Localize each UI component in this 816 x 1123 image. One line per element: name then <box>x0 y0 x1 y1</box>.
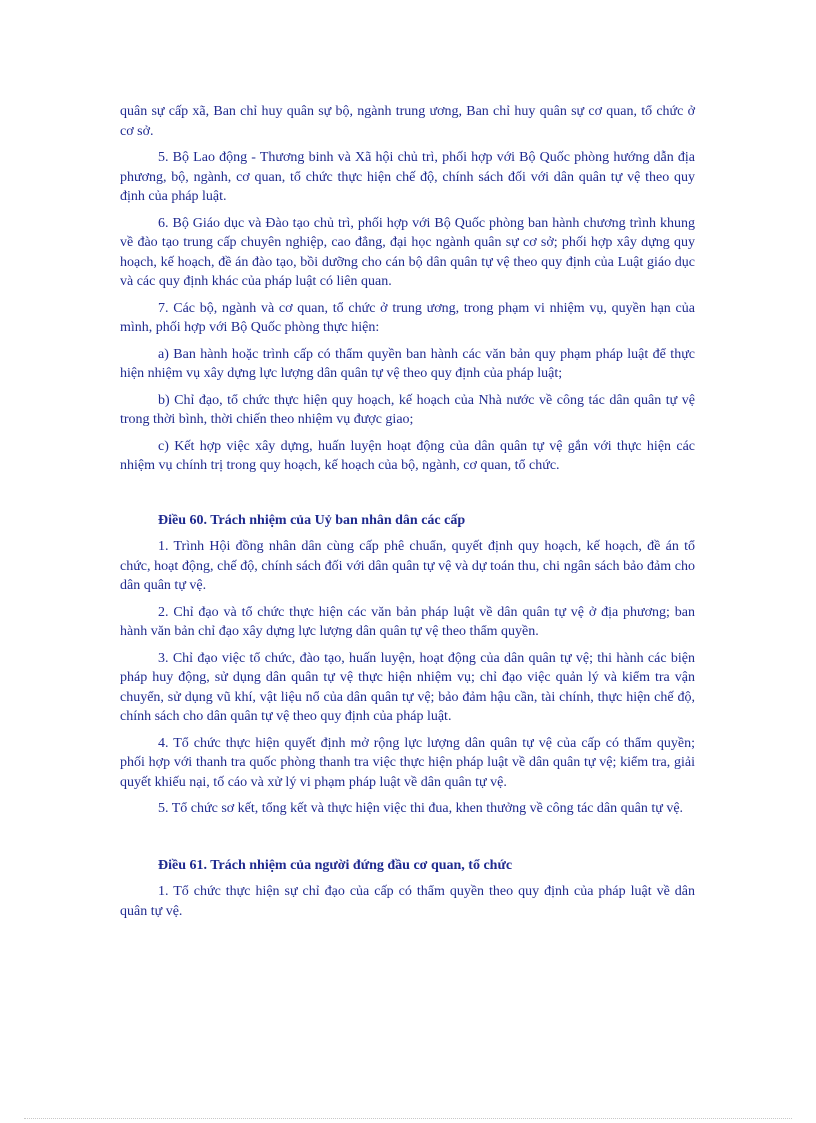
article-60-item-2: 2. Chỉ đạo và tổ chức thực hiện các văn bản pháp luật về dân quân tự vệ ở địa phương; ban hành văn bản chỉ đạo xây dựng lực lượng dân quân tự vệ theo thẩm quyền. <box>120 604 695 639</box>
paragraph-item-6: 6. Bộ Giáo dục và Đào tạo chủ trì, phối hợp với Bộ Quốc phòng ban hành chương trình khung về đào tạo trung cấp chuyên nghiệp, cao đẳng, đại học ngành quân sự cơ sở; phối hợp xây dựng quy hoạch, kế hoạch, đề án đào tạo, bồi dưỡng cho cán bộ dân quân tự vệ theo quy định của Luật giáo dục và các quy định khác của pháp luật có liên quan. <box>120 215 695 289</box>
paragraph-item-7: 7. Các bộ, ngành và cơ quan, tổ chức ở trung ương, trong phạm vi nhiệm vụ, quyền hạn của mình, phối hợp với Bộ Quốc phòng thực hiện: <box>120 300 695 335</box>
paragraph-subitem-b: b) Chỉ đạo, tổ chức thực hiện quy hoạch, kế hoạch của Nhà nước về công tác dân quân tự vệ trong thời bình, thời chiến theo nhiệm vụ được giao; <box>120 392 695 427</box>
section-spacer <box>120 483 695 511</box>
article-60-item-1: 1. Trình Hội đồng nhân dân cùng cấp phê chuẩn, quyết định quy hoạch, kế hoạch, đề án tổ chức, hoạt động, chế độ, chính sách đối với dân quân tự vệ và dự toán thu, chi ngân sách bảo đảm cho dân quân tự vệ. <box>120 539 695 593</box>
article-61-heading: Điều 61. Trách nhiệm của người đứng đầu cơ quan, tổ chức <box>158 857 513 873</box>
paragraph-subitem-a: a) Ban hành hoặc trình cấp có thẩm quyền ban hành các văn bản quy phạm pháp luật để thực hiện nhiệm vụ xây dựng lực lượng dân quân tự vệ theo quy định của pháp luật; <box>120 346 695 381</box>
article-60-item-5: 5. Tổ chức sơ kết, tổng kết và thực hiện việc thi đua, khen thưởng về công tác dân quân tự vệ. <box>158 801 684 816</box>
paragraph-continuation: quân sự cấp xã, Ban chỉ huy quân sự bộ, ngành trung ương, Ban chỉ huy quân sự cơ quan, tổ chức ở cơ sở. <box>120 104 695 139</box>
page-bottom-divider <box>24 1118 792 1119</box>
section-spacer <box>120 826 695 856</box>
article-61-item-1: 1. Tổ chức thực hiện sự chỉ đạo của cấp có thẩm quyền theo quy định của pháp luật về dân quân tự vệ. <box>120 884 695 919</box>
article-60-heading: Điều 60. Trách nhiệm của Uỷ ban nhân dân các cấp <box>158 512 466 528</box>
article-60-item-4: 4. Tổ chức thực hiện quyết định mở rộng lực lượng dân quân tự vệ của cấp có thẩm quyền; phối hợp với thanh tra quốc phòng thanh tra việc thực hiện pháp luật về dân quân tự vệ; kiểm tra, giải quyết khiếu nại, tố cáo và xử lý vi phạm pháp luật về dân quân tự vệ. <box>120 735 695 790</box>
article-60-item-3: 3. Chỉ đạo việc tổ chức, đào tạo, huấn luyện, hoạt động của dân quân tự vệ; thi hành các biện pháp huy động, sử dụng dân quân tự vệ thực hiện nhiệm vụ; chỉ đạo việc quản lý và kiểm tra vận chuyển, sử dụng vũ khí, vật liệu nổ của dân quân tự vệ; bảo đảm hậu cần, tài chính, thực hiện chế độ, chính sách cho dân quân tự vệ theo quy định của pháp luật. <box>120 650 695 724</box>
paragraph-subitem-c: c) Kết hợp việc xây dựng, huấn luyện hoạt động của dân quân tự vệ gắn với thực hiện các nhiệm vụ chính trị trong quy hoạch, kế hoạch của bộ, ngành, cơ quan, tổ chức. <box>120 438 695 473</box>
paragraph-item-5: 5. Bộ Lao động - Thương binh và Xã hội chủ trì, phối hợp với Bộ Quốc phòng hướng dẫn địa phương, bộ, ngành, cơ quan, tổ chức thực hiện chế độ, chính sách đối với dân quân tự vệ theo quy định của pháp luật. <box>120 150 695 204</box>
document-page <box>120 102 695 928</box>
